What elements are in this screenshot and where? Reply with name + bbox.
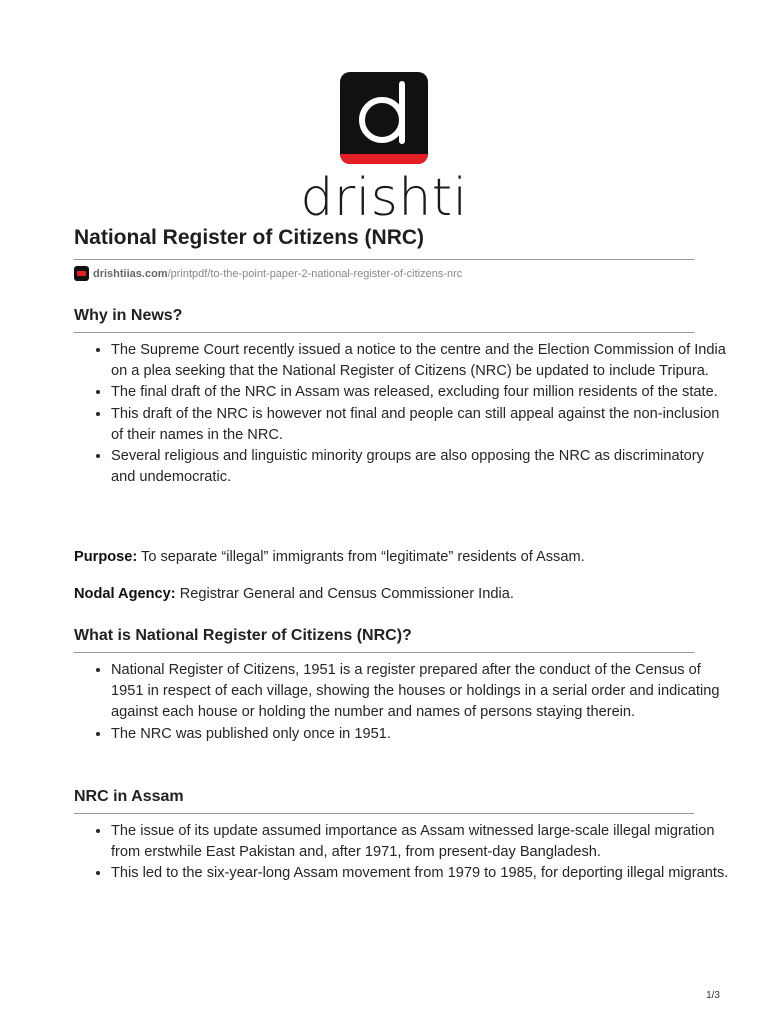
nodal-agency-label: Nodal Agency: (74, 586, 176, 602)
purpose-paragraph (74, 547, 694, 568)
page-title: National Register of Citizens (NRC) (74, 226, 425, 249)
drishti-logo-icon (340, 72, 428, 164)
source-url[interactable] (74, 266, 462, 281)
section-heading-what-is-nrc: What is National Register of Citizens (NRC)? (74, 627, 412, 644)
list-item: • The final draft of the NRC in Assam was released, excluding four million residents of the state. (111, 382, 731, 403)
section-divider (74, 332, 694, 333)
what-is-nrc-list (74, 660, 731, 745)
section-heading-why-in-news: Why in News? (74, 307, 183, 324)
logo-wordmark: drishti (300, 168, 468, 228)
section-divider (74, 652, 694, 653)
list-item: • This draft of the NRC is however not final and people can still appeal against the non-inclusion of their names in the NRC. (111, 404, 731, 446)
source-domain[interactable]: drishtiias.com (93, 267, 168, 280)
list-item: • National Register of Citizens, 1951 is a register prepared after the conduct of the Census of 1951 in respect of each village, showing the houses or holdings in a serial order and indicating against each house or holding the number and names of persons staying therein. (111, 660, 731, 724)
list-item: • The Supreme Court recently issued a notice to the centre and the Election Commission of India on a plea seeking that the National Register of Citizens (NRC) be updated to include Tripura. (111, 340, 731, 382)
source-path[interactable]: /printpdf/to-the-point-paper-2-national-register-of-citizens-nrc (167, 267, 463, 280)
why-in-news-list (74, 340, 731, 488)
drishti-logo (0, 72, 768, 228)
section-heading-nrc-in-assam: NRC in Assam (74, 788, 184, 805)
list-item: • This led to the six-year-long Assam movement from 1979 to 1985, for deporting illegal migrants. (111, 863, 731, 884)
nodal-agency-paragraph (74, 584, 694, 605)
list-item: • The NRC was published only once in 1951. (111, 724, 731, 745)
drishti-favicon-icon (74, 266, 89, 281)
nrc-in-assam-list (74, 821, 731, 885)
purpose-text: To separate “illegal” immigrants from “legitimate” residents of Assam. (137, 549, 585, 565)
title-divider (74, 259, 694, 260)
list-item: • The issue of its update assumed importance as Assam witnessed large-scale illegal migration from erstwhile East Pakistan and, after 1971, from present-day Bangladesh. (111, 821, 731, 863)
purpose-label: Purpose: (74, 549, 138, 565)
section-divider (74, 813, 694, 814)
page-number: 1/3 (706, 990, 720, 1001)
list-item: • Several religious and linguistic minority groups are also opposing the NRC as discriminatory and undemocratic. (111, 446, 731, 488)
nodal-agency-text: Registrar General and Census Commissioner India. (175, 586, 514, 602)
